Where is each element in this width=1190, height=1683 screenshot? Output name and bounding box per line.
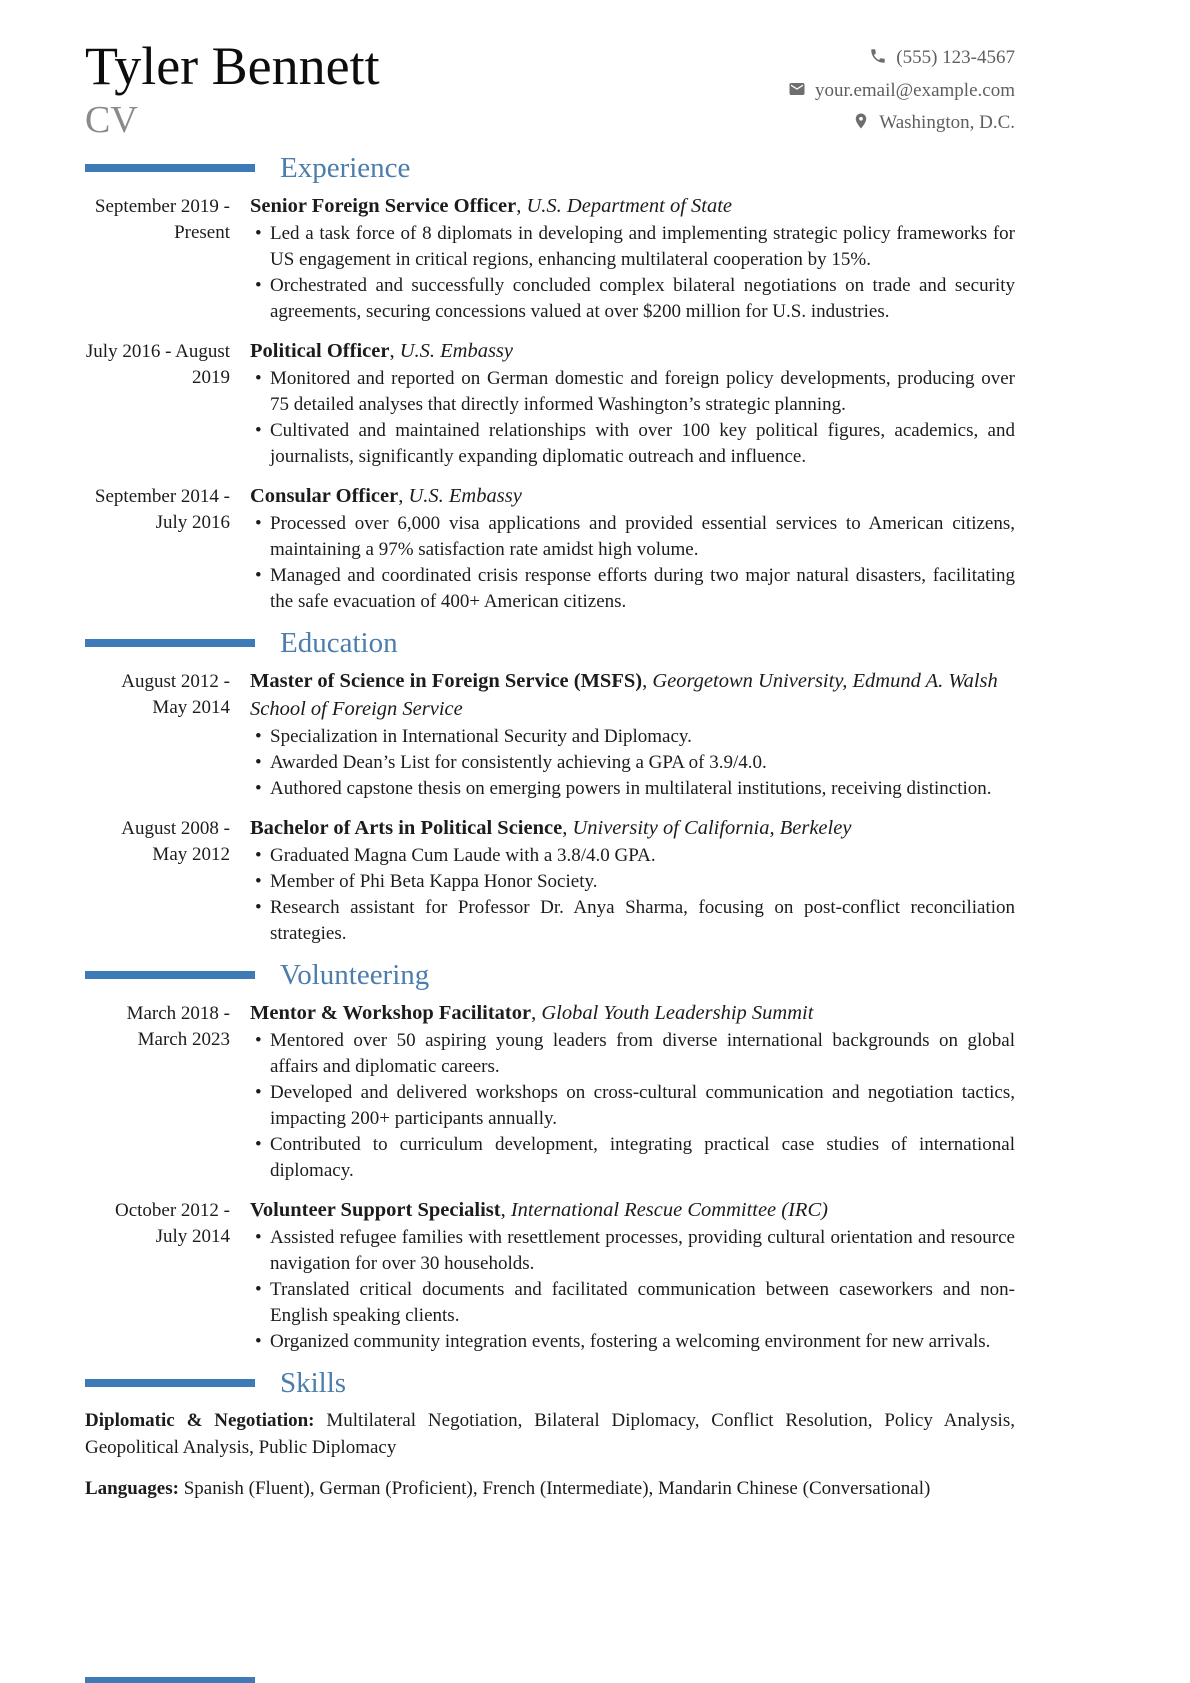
skill-category-label: Languages: bbox=[85, 1478, 179, 1499]
phone-number: (555) 123-4567 bbox=[896, 47, 1015, 68]
entry-content bbox=[250, 999, 1015, 1184]
entry bbox=[85, 667, 1015, 802]
section-title: Skills bbox=[280, 1367, 347, 1399]
entry-content bbox=[250, 814, 1015, 947]
entry-content bbox=[250, 667, 1015, 802]
bullet-list bbox=[250, 1225, 1015, 1355]
section-title: Volunteering bbox=[280, 959, 430, 991]
phone-icon bbox=[869, 47, 887, 65]
section-header bbox=[85, 627, 1015, 659]
section-header bbox=[85, 959, 1015, 991]
entry-date: October 2012 - July 2014 bbox=[114, 1200, 230, 1247]
skill-group bbox=[85, 1407, 1015, 1461]
entry-role: Political Officer bbox=[250, 340, 390, 362]
bullet-list bbox=[250, 221, 1015, 325]
bullet-item: • Translated critical documents and facilitated communication between caseworkers and non-English speaking clients. bbox=[250, 1277, 1015, 1329]
entry-title: Master of Science in Foreign Service (MSFS), Georgetown University, Edmund A. Walsh School of Foreign Service bbox=[250, 670, 998, 720]
section-accent-bar bbox=[85, 1379, 255, 1387]
bullet-item: • Cultivated and maintained relationships with over 100 key political figures, academics, and journalists, significantly expanding diplomatic outreach and influence. bbox=[250, 418, 1015, 470]
section-header bbox=[85, 1367, 1015, 1399]
entry bbox=[85, 1196, 1015, 1355]
skill-items: Spanish (Fluent), German (Proficient), French (Intermediate), Mandarin Chinese (Conversational) bbox=[183, 1478, 931, 1499]
entry bbox=[85, 192, 1015, 325]
skill-category-label: Diplomatic & Negotiation: bbox=[85, 1410, 315, 1431]
section-skills bbox=[85, 1367, 1015, 1502]
entry-date: July 2016 - August 2019 bbox=[85, 341, 230, 388]
bullet-list bbox=[250, 366, 1015, 470]
contact-email-line bbox=[788, 75, 1015, 108]
bullet-item: • Graduated Magna Cum Laude with a 3.8/4.0 GPA. bbox=[250, 843, 1015, 869]
entry-title: Mentor & Workshop Facilitator, Global Youth Leadership Summit bbox=[250, 1002, 814, 1024]
bullet-item: • Monitored and reported on German domestic and foreign policy developments, producing over 75 detailed analyses that directly informed Washington’s strategic planning. bbox=[250, 366, 1015, 418]
entry-organization: U.S. Embassy bbox=[399, 340, 514, 362]
section-accent-bar bbox=[85, 164, 255, 172]
bullet-item: • Assisted refugee families with resettlement processes, providing cultural orientation and resource navigation for over 30 households. bbox=[250, 1225, 1015, 1277]
section-volunteering bbox=[85, 959, 1015, 1355]
skill-items: Multilateral Negotiation, Bilateral Diplomacy, Conflict Resolution, Policy Analysis, Geopolitical Analysis, Public Diplomacy bbox=[85, 1410, 1015, 1458]
bullet-item: • Awarded Dean’s List for consistently achieving a GPA of 3.9/4.0. bbox=[250, 750, 1015, 776]
entry-organization: International Rescue Committee (IRC) bbox=[510, 1199, 828, 1221]
location-text: Washington, D.C. bbox=[879, 112, 1015, 133]
entry bbox=[85, 999, 1015, 1184]
bullet-list bbox=[250, 843, 1015, 947]
location-icon bbox=[852, 112, 870, 130]
entry-role: Bachelor of Arts in Political Science bbox=[250, 817, 563, 839]
bullet-item: • Developed and delivered workshops on cross-cultural communication and negotiation tactics, impacting 200+ participants annually. bbox=[250, 1080, 1015, 1132]
entry-date: August 2008 - May 2012 bbox=[121, 818, 230, 865]
document-header bbox=[85, 36, 1015, 142]
bullet-list bbox=[250, 724, 1015, 802]
bullet-item: • Authored capstone thesis on emerging powers in multilateral institutions, receiving distinction. bbox=[250, 776, 1015, 802]
entry-title: Senior Foreign Service Officer, U.S. Department of State bbox=[250, 195, 733, 217]
entry-organization: U.S. Embassy bbox=[408, 485, 522, 507]
entry-title: Consular Officer, U.S. Embassy bbox=[250, 485, 522, 507]
entry-organization: Georgetown University, Edmund A. Walsh School of Foreign Service bbox=[250, 670, 998, 720]
bullet-list bbox=[250, 1028, 1015, 1184]
entry bbox=[85, 337, 1015, 470]
contact-phone-line bbox=[788, 42, 1015, 75]
bullet-item: • Mentored over 50 aspiring young leaders from diverse international backgrounds on global affairs and diplomatic careers. bbox=[250, 1028, 1015, 1080]
bullet-item: • Research assistant for Professor Dr. Anya Sharma, focusing on post-conflict reconciliation strategies. bbox=[250, 895, 1015, 947]
bullet-item: • Led a task force of 8 diplomats in developing and implementing strategic policy frameworks for US engagement in critical regions, enhancing multilateral cooperation by 15%. bbox=[250, 221, 1015, 273]
section-experience bbox=[85, 152, 1015, 615]
document-subtitle: CV bbox=[85, 99, 138, 141]
entry-date: March 2018 - March 2023 bbox=[126, 1003, 230, 1050]
skill-group bbox=[85, 1475, 1015, 1502]
entry-title: Bachelor of Arts in Political Science, University of California, Berkeley bbox=[250, 817, 852, 839]
section-accent-bar bbox=[85, 971, 255, 979]
contact-location-line bbox=[788, 107, 1015, 140]
entry-role: Master of Science in Foreign Service (MSFS) bbox=[250, 670, 643, 692]
email-address: your.email@example.com bbox=[814, 79, 1015, 101]
section-education bbox=[85, 627, 1015, 947]
entry-role: Mentor & Workshop Facilitator bbox=[250, 1002, 532, 1024]
bullet-item: • Specialization in International Security and Diplomacy. bbox=[250, 724, 1015, 750]
bullet-item: • Member of Phi Beta Kappa Honor Society. bbox=[250, 869, 1015, 895]
contact-block bbox=[788, 42, 1015, 140]
email-icon bbox=[788, 80, 806, 98]
entry-content bbox=[250, 482, 1015, 615]
entry-role: Consular Officer bbox=[250, 485, 399, 507]
bullet-item: • Processed over 6,000 visa applications and provided essential services to American citizens, maintaining a 97% satisfaction rate amidst high volume. bbox=[250, 511, 1015, 563]
entry-content bbox=[250, 1196, 1015, 1355]
entry bbox=[85, 814, 1015, 947]
section-header bbox=[85, 152, 1015, 184]
entry-organization: Global Youth Leadership Summit bbox=[541, 1002, 814, 1024]
entry-content bbox=[250, 192, 1015, 325]
entry-content bbox=[250, 337, 1015, 470]
bullet-item: • Orchestrated and successfully concluded complex bilateral negotiations on trade and security agreements, securing concessions valued at over $200 million for U.S. industries. bbox=[250, 273, 1015, 325]
bullet-item: • Managed and coordinated crisis response efforts during two major natural disasters, facilitating the safe evacuation of 400+ American citizens. bbox=[250, 563, 1015, 615]
identity-block bbox=[85, 36, 380, 142]
bullet-item: • Contributed to curriculum development, integrating practical case studies of international diplomacy. bbox=[250, 1132, 1015, 1184]
entry-organization: University of California, Berkeley bbox=[572, 817, 852, 839]
bullet-list bbox=[250, 511, 1015, 615]
sections bbox=[85, 152, 1015, 1502]
entry-organization: U.S. Department of State bbox=[526, 195, 733, 217]
entry-role: Volunteer Support Specialist bbox=[250, 1199, 501, 1221]
entry-date: August 2012 - May 2014 bbox=[121, 671, 230, 718]
person-name: Tyler Bennett bbox=[85, 36, 380, 96]
entry-role: Senior Foreign Service Officer bbox=[250, 195, 517, 217]
entry-title: Volunteer Support Specialist, International Rescue Committee (IRC) bbox=[250, 1199, 828, 1221]
entry-title: Political Officer, U.S. Embassy bbox=[250, 340, 514, 362]
section-title: Experience bbox=[280, 152, 411, 184]
bullet-item: • Organized community integration events, fostering a welcoming environment for new arrivals. bbox=[250, 1329, 1015, 1355]
section-accent-bar bbox=[85, 639, 255, 647]
next-section-accent-bar-partial bbox=[85, 1677, 255, 1683]
entry-date: September 2014 - July 2016 bbox=[94, 486, 230, 533]
section-title: Education bbox=[280, 627, 398, 659]
entry bbox=[85, 482, 1015, 615]
entry-date: September 2019 - Present bbox=[94, 196, 230, 243]
